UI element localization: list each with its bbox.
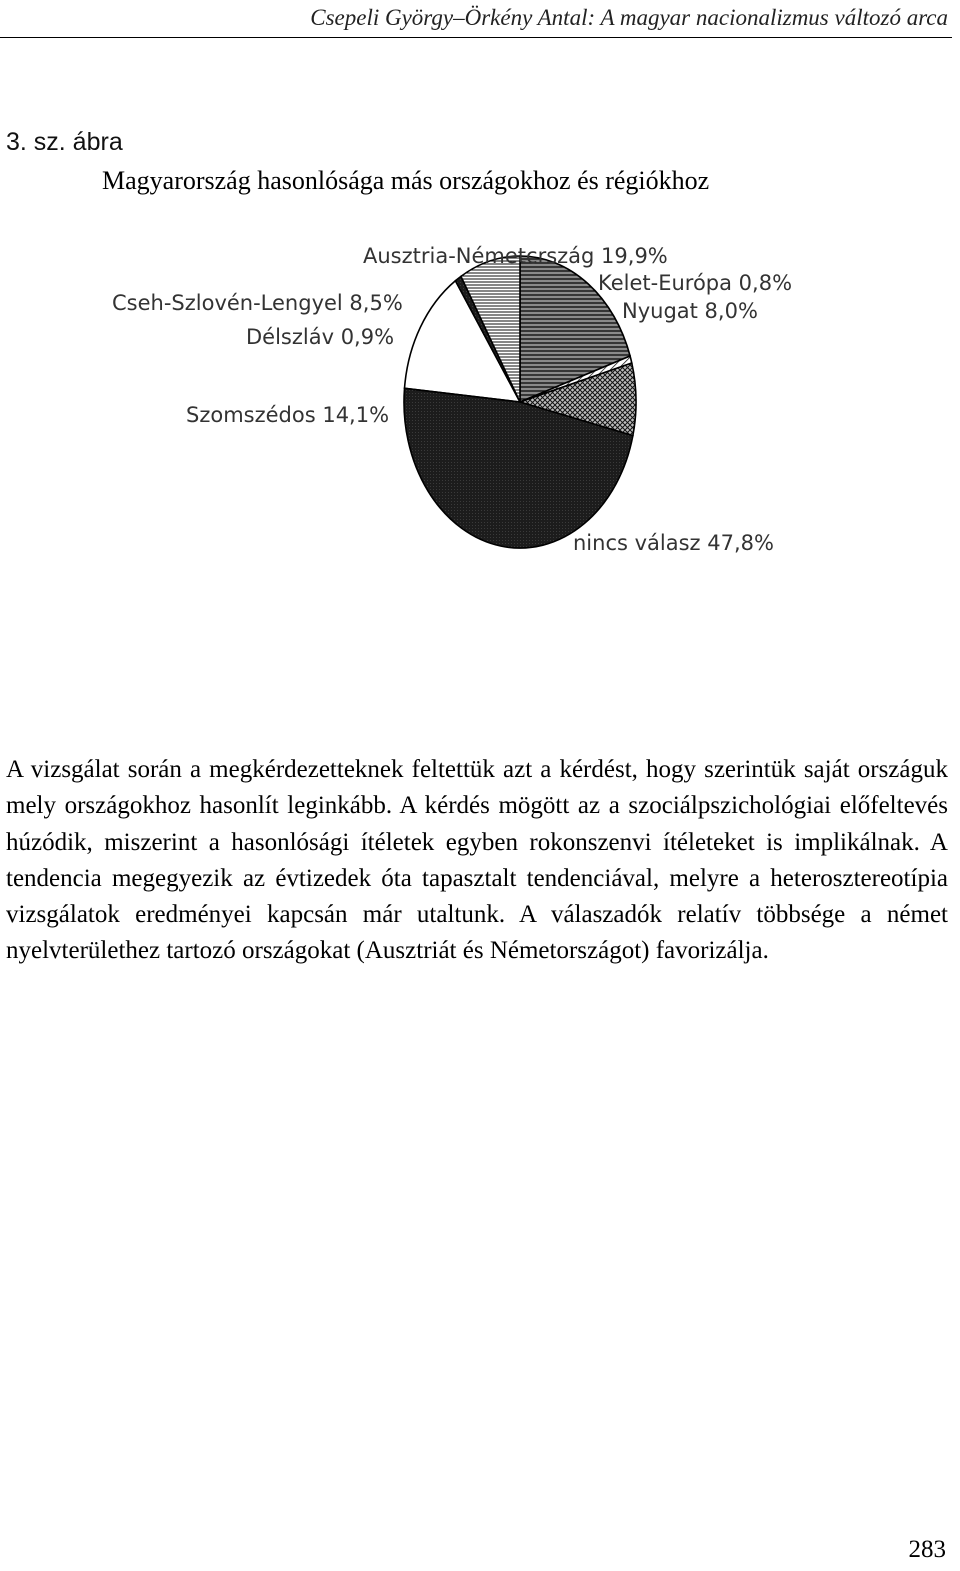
page-number: 283: [908, 1536, 946, 1563]
slice-label: Nyugat 8,0%: [622, 299, 758, 323]
slice-label: Délszláv 0,9%: [246, 325, 395, 349]
pie-chart: [0, 230, 960, 570]
slice-label: nincs válasz 47,8%: [573, 531, 774, 555]
slice-label: Cseh-Szlovén-Lengyel 8,5%: [112, 291, 403, 315]
pie-slices: [404, 256, 636, 548]
figure-title: Magyarország hasonlósága más országokhoz és régiókhoz: [102, 166, 710, 195]
pie-slice: [461, 256, 520, 402]
slice-label: Kelet-Európa 0,8%: [598, 271, 793, 295]
running-title: Csepeli György–Örkény Antal: A magyar nacionalizmus változó arca: [310, 5, 948, 30]
figure-number: 3. sz. ábra: [6, 128, 123, 156]
slice-label: Ausztria-Németcrszág 19,9%: [363, 244, 668, 268]
running-header: [0, 0, 952, 38]
slice-label: Szomszédos 14,1%: [186, 403, 390, 427]
body-paragraph: A vizsgálat során a megkérdezetteknek feltettük azt a kérdést, hogy szerintük saját országuk mely országokhoz hasonlít leginkább. A kérdés mögött az a szociálpszichológiai előfeltevés húzódik, miszerint a hasonlósági ítéletek egyben rokonszenvi ítéleteket is implikálnak. A tendencia megegyezik az évtizedek óta tapasztalt tendenciával, melyre a heterosztereotípia vizsgálatok eredményei kapcsán már utaltunk. A válaszadók relatív többsége a német nyelvterülethez tartozó országokat (Ausztriát és Németországot) favorizálja.: [6, 756, 948, 965]
